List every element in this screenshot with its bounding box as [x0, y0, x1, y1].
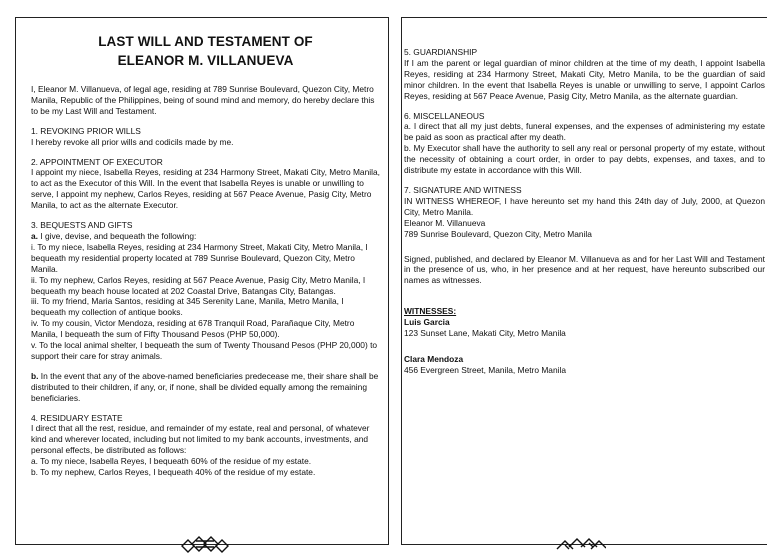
witness-name: Luis Garcia: [404, 317, 450, 328]
title-line-2: ELEANOR M. VILLANUEVA: [117, 53, 294, 68]
clause-b: [31, 371, 380, 404]
section-heading: 5. GUARDIANSHIP: [404, 47, 478, 57]
section-heading: 6. MISCELLANEOUS: [404, 110, 485, 121]
bequest-item: iv. To my cousin, Victor Mendoza, residing at 678 Tranquil Road, Parañaque City, Metro Manila, I bequeath the sum of Fifty Thousand Pesos (PHP 50,000).: [31, 318, 355, 340]
section-guardianship: [404, 47, 765, 102]
title-line-1: LAST WILL AND TESTAMENT OF: [98, 34, 313, 49]
witness-entry: [404, 317, 765, 339]
section-heading: 1. REVOKING PRIOR WILLS: [31, 125, 141, 136]
witness-name: Clara Mendoza: [404, 353, 464, 364]
misc-item: b. My Executor shall have the authority to sell any real or personal property of my estate, without the necessity of obtaining a court order, in order to pay debts, expenses, and taxes, and to distribute my estate in accordance with this Will.: [404, 143, 765, 176]
section-body: If I am the parent or legal guardian of minor children at the time of my death, I appoint Isabella Reyes, residing at 234 Harmony Street, Makati City, Metro Manila, to be the guardian of said minor children. In the event that Isabella Reyes is unable or unwilling to serve, I appoint Carlos Reyes, residing at 567 Peace Avenue, Pasig City, Metro Manila, as the alternate guardian.: [404, 57, 765, 101]
section-body: I direct that all the rest, residue, and remainder of my estate, real and personal, of whatever kind and wherever located, including but not limited to my bank accounts, investments, and personal effects, be distributed as follows:: [31, 423, 370, 456]
testator-name: Eleanor M. Villanueva: [404, 217, 486, 228]
section-revoking: [31, 126, 380, 148]
section-heading: 7. SIGNATURE AND WITNESS: [404, 184, 522, 195]
residue-item: b. To my nephew, Carlos Reyes, I bequeath 40% of the residue of my estate.: [31, 467, 316, 478]
page-left: [15, 17, 389, 545]
witnesses-heading: WITNESSES:: [404, 306, 457, 317]
testator-address: 789 Sunrise Boulevard, Quezon City, Metro Manila: [404, 228, 592, 239]
attestation-clause: Signed, published, and declared by Eleanor M. Villanueva as and for her Last Will and Testament in the presence of us, who, in her presence and at her request, have hereunto subscribed our names as witnesses.: [404, 253, 765, 286]
section-residuary: [31, 413, 380, 478]
section-heading: 2. APPOINTMENT OF EXECUTOR: [31, 156, 163, 167]
section-miscellaneous: [404, 111, 765, 176]
intro-paragraph: I, Eleanor M. Villanueva, of legal age, residing at 789 Sunrise Boulevard, Quezon City, Metro Manila, Republic of the Philippines, being of sound mind and memory, do hereby declare this to be my Last Will and Testament.: [31, 84, 375, 116]
section-body: I appoint my niece, Isabella Reyes, residing at 234 Harmony Street, Makati City, Metro Manila, to act as the Executor of this Will. In the event that Isabella Reyes is unable or unwilling to serve, I appoint my nephew, Carlos Reyes, residing at 567 Peace Avenue, Pasig City, Metro Manila, to act as the alternate Executor.: [31, 167, 380, 211]
clause-a: [31, 231, 380, 242]
section-heading: 4. RESIDUARY ESTATE: [31, 412, 123, 423]
witness-address: 123 Sunset Lane, Makati City, Metro Manila: [404, 328, 566, 339]
document-title: [31, 32, 380, 70]
lattice-ornament-icon: [180, 534, 230, 553]
bequest-item: i. To my niece, Isabella Reyes, residing at 234 Harmony Street, Makati City, Metro Manila, I bequeath my residential property located at 789 Sunrise Boulevard, Quezon City, Metro Manila.: [31, 241, 368, 274]
mountain-ornament-icon: [556, 534, 606, 553]
clause-b-text: In the event that any of the above-named beneficiaries predecease me, their share shall be distributed to their children, if any, or, if none, shall be divided equally among the remaining beneficiaries.: [31, 370, 379, 403]
residue-item: a. To my niece, Isabella Reyes, I bequeath 60% of the residue of my estate.: [31, 456, 312, 467]
section-heading: 3. BEQUESTS AND GIFTS: [31, 220, 133, 231]
clause-a-text: I give, devise, and bequeath the following:: [38, 230, 197, 241]
section-executor: [31, 157, 380, 212]
bequest-item: v. To the local animal shelter, I bequeath the sum of Twenty Thousand Pesos (PHP 20,000) to support their care for stray animals.: [31, 340, 378, 361]
misc-item: a. I direct that all my just debts, funeral expenses, and the expenses of administering my estate be paid as soon as practical after my death.: [404, 121, 765, 143]
bequest-item: iii. To my friend, Maria Santos, residing at 345 Serenity Lane, Manila, Metro Manila, I bequeath my collection of antique books.: [31, 296, 344, 318]
clause-b-label: b.: [31, 370, 39, 381]
witness-entry: [404, 354, 765, 376]
section-body: IN WITNESS WHEREOF, I have hereunto set my hand this 24th day of July, 2000, at Quezon City, Metro Manila.: [404, 195, 765, 217]
witness-address: 456 Evergreen Street, Manila, Metro Manila: [404, 364, 566, 375]
section-bequests: [31, 220, 380, 362]
bequest-item: ii. To my nephew, Carlos Reyes, residing at 567 Peace Avenue, Pasig City, Metro Manila, I bequeath my beach house located at 202 Coastal Drive, Batangas City, Batangas.: [31, 274, 366, 296]
section-signature: [404, 185, 765, 240]
page-right: [401, 17, 767, 545]
clause-a-label: a.: [31, 230, 38, 241]
section-body: I hereby revoke all prior wills and codicils made by me.: [31, 136, 234, 147]
